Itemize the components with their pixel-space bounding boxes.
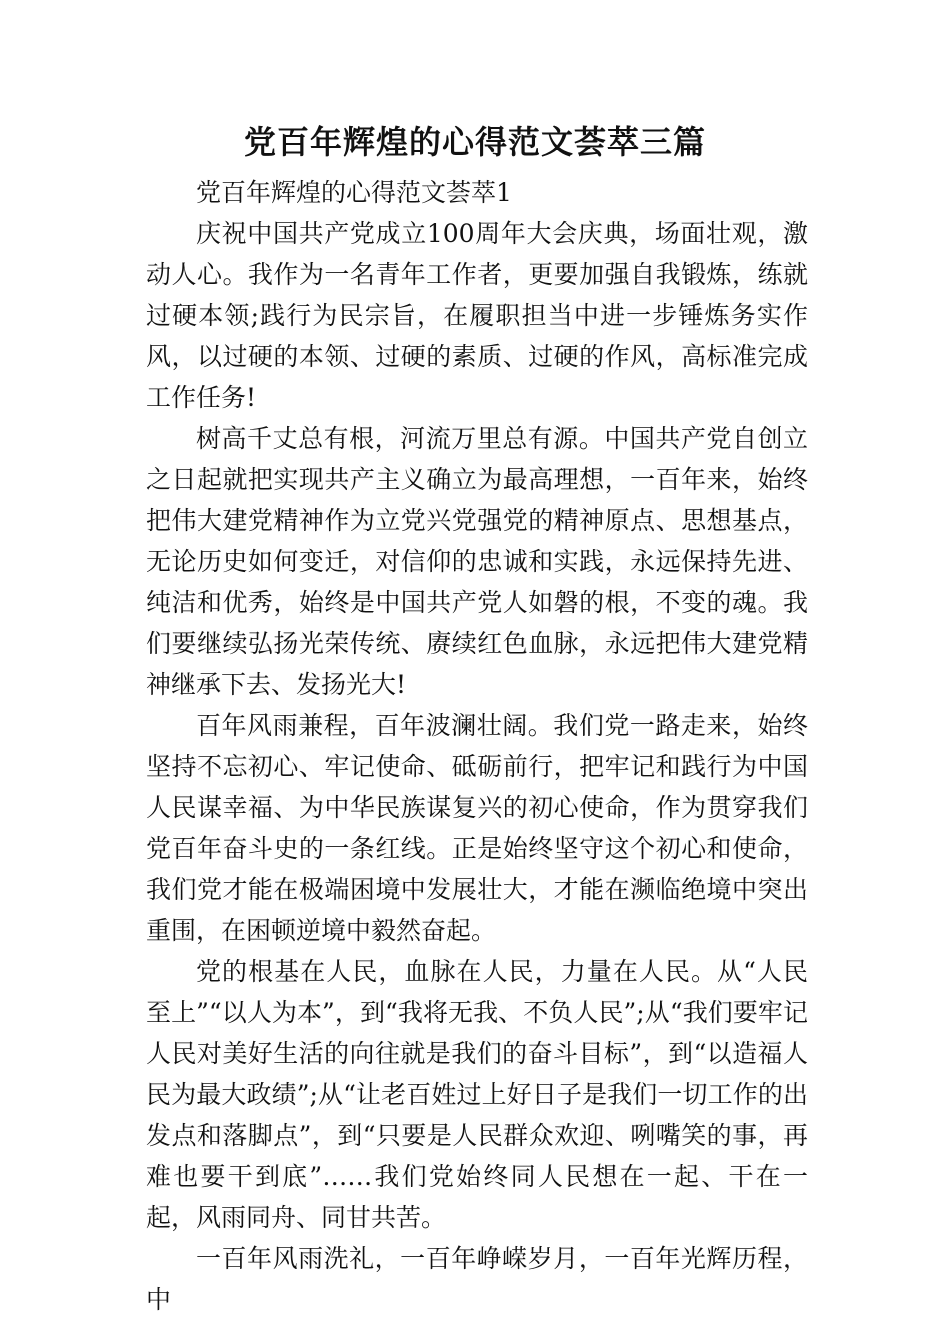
paragraph-1: 庆祝中国共产党成立100周年大会庆典，场面壮观，激动人心。我作为一名青年工作者，更要加强自我锻炼，练就过硬本领;践行为民宗旨，在履职担当中进一步锤炼务实作风，以过硬的本领、过硬的素质、过硬的作风，高标准完成工作任务! (146, 219, 808, 412)
paragraph-2: 树高千丈总有根，河流万里总有源。中国共产党自创立之日起就把实现共产主义确立为最高理想，一百年来，始终把伟大建党精神作为立党兴党强党的精神原点、思想基点，无论历史如何变迁，对信仰的忠诚和实践，永远保持先进、纯洁和优秀，始终是中国共产党人如磐的根，不变的魂。我们要继续弘扬光荣传统、赓续红色血脉，永远把伟大建党精神继承下去、发扬光大! (146, 424, 808, 699)
paragraph-4: 党的根基在人民，血脉在人民，力量在人民。从“人民至上”“以人为本”，到“我将无我、不负人民”;从“我们要牢记人民对美好生活的向往就是我们的奋斗目标”，到“以造福人民为最大政绩”;从“让老百姓过上好日子是我们一切工作的出发点和落脚点”，到“只要是人民群众欢迎、咧嘴笑的事，再难也要干到底”……我们党始终同人民想在一起、干在一起，风雨同舟、同甘共苦。 (146, 957, 808, 1232)
paragraph-5: 一百年风雨洗礼，一百年峥嵘岁月，一百年光辉历程，中 (146, 1244, 808, 1314)
document-body (146, 172, 808, 1320)
paragraph-3: 百年风雨兼程，百年波澜壮阔。我们党一路走来，始终坚持不忘初心、牢记使命、砥砺前行，把牢记和践行为中国人民谋幸福、为中华民族谋复兴的初心使命，作为贯穿我们党百年奋斗史的一条红线。正是始终坚守这个初心和使命，我们党才能在极端困境中发展壮大，才能在濒临绝境中突出重围，在困顿逆境中毅然奋起。 (146, 711, 808, 945)
document-title: 党百年辉煌的心得范文荟萃三篇 (243, 123, 706, 161)
section-heading: 党百年辉煌的心得范文荟萃1 (196, 178, 512, 207)
